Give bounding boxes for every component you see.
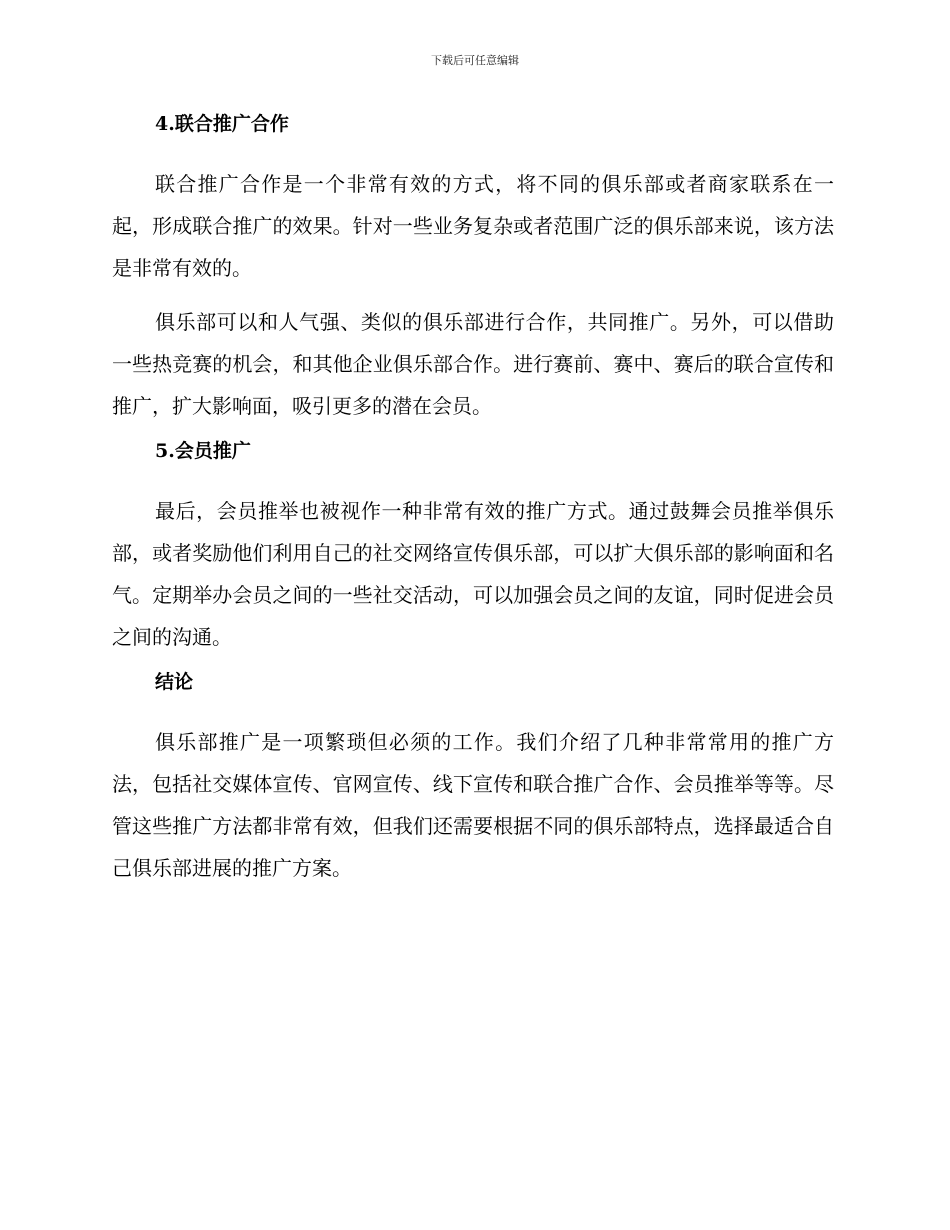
paragraph-conclusion: 俱乐部推广是一项繁琐但必须的工作。我们介绍了几种非常常用的推广方法，包括社交媒体宣传、官网宣传、线下宣传和联合推广合作、会员推举等等。尽管这些推广方法都非常有效，但我们还需要根据不同的俱乐部特点，选择最适合自己俱乐部进展的推广方案。 bbox=[112, 730, 834, 880]
section-heading-member-promotion: 5.会员推广 bbox=[155, 440, 251, 462]
section-heading-conclusion: 结论 bbox=[155, 671, 194, 693]
page-header: 下载后可任意编辑 bbox=[431, 54, 519, 67]
paragraph-joint-promotion-intro: 联合推广合作是一个非常有效的方式，将不同的俱乐部或者商家联系在一起，形成联合推广的效果。针对一些业务复杂或者范围广泛的俱乐部来说，该方法是非常有效的。 bbox=[112, 172, 834, 280]
document-body bbox=[112, 110, 834, 889]
paragraph-joint-promotion-detail: 俱乐部可以和人气强、类似的俱乐部进行合作，共同推广。另外，可以借助一些热竞赛的机会，和其他企业俱乐部合作。进行赛前、赛中、赛后的联合宣传和推广，扩大影响面，吸引更多的潜在会员。 bbox=[112, 310, 834, 418]
paragraph-member-promotion: 最后，会员推举也被视作一种非常有效的推广方式。通过鼓舞会员推举俱乐部，或者奖励他们利用自己的社交网络宣传俱乐部，可以扩大俱乐部的影响面和名气。定期举办会员之间的一些社交活动，可以加强会员之间的友谊，同时促进会员之间的沟通。 bbox=[112, 499, 834, 649]
section-heading-joint-promotion: 4.联合推广合作 bbox=[155, 113, 289, 135]
